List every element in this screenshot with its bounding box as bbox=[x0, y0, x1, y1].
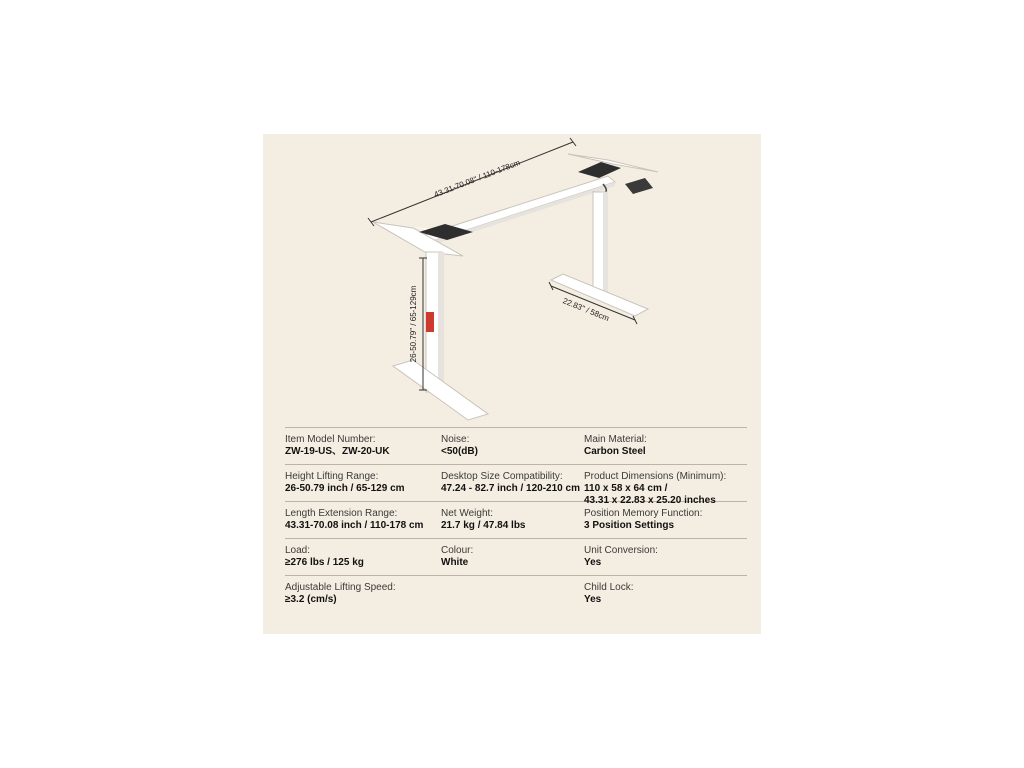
spec-cell bbox=[584, 508, 747, 538]
spec-row bbox=[285, 427, 747, 464]
spec-label: Colour: bbox=[441, 545, 474, 556]
spec-label: Position Memory Function: bbox=[584, 508, 703, 519]
leg-label bbox=[426, 312, 434, 332]
spec-cell bbox=[584, 434, 747, 464]
spec-row bbox=[285, 464, 747, 506]
control-panel bbox=[625, 178, 653, 194]
spec-row bbox=[285, 575, 747, 612]
spec-label: Noise: bbox=[441, 434, 470, 445]
height-dimension-label: 26-50.79" / 65-129cm bbox=[409, 285, 418, 363]
spec-label: Load: bbox=[285, 545, 311, 556]
spec-value-line2: 43.31 x 22.83 x 25.20 inches bbox=[584, 495, 716, 506]
spec-cell bbox=[441, 545, 584, 575]
spec-cell bbox=[441, 582, 584, 612]
spec-table bbox=[285, 427, 747, 612]
depth-dimension-label: 22.83" / 58cm bbox=[561, 296, 611, 324]
spec-cell bbox=[285, 545, 441, 575]
spec-value: ZW-19-US、ZW-20-UK bbox=[285, 446, 390, 457]
spec-cell bbox=[441, 471, 584, 501]
spec-cell bbox=[285, 434, 441, 464]
spec-label: Net Weight: bbox=[441, 508, 494, 519]
width-dimension-label: 43.31-70.08" / 110-178cm bbox=[432, 158, 522, 200]
spec-row bbox=[285, 538, 747, 575]
spec-label: Item Model Number: bbox=[285, 434, 376, 445]
spec-value: <50(dB) bbox=[441, 446, 478, 457]
product-spec-card bbox=[263, 134, 761, 634]
spec-label: Height Lifting Range: bbox=[285, 471, 379, 482]
spec-cell bbox=[584, 545, 747, 575]
spec-label: Length Extension Range: bbox=[285, 508, 398, 519]
spec-cell bbox=[584, 471, 747, 506]
spec-value: 21.7 kg / 47.84 lbs bbox=[441, 520, 526, 531]
spec-value: 26-50.79 inch / 65-129 cm bbox=[285, 483, 405, 494]
spec-cell bbox=[285, 582, 441, 612]
spec-value: 3 Position Settings bbox=[584, 520, 675, 531]
spec-value: 43.31-70.08 inch / 110-178 cm bbox=[285, 520, 424, 531]
spec-cell bbox=[441, 508, 584, 538]
spec-value: 110 x 58 x 64 cm / bbox=[584, 483, 668, 494]
spec-cell bbox=[441, 434, 584, 464]
spec-value: 47.24 - 82.7 inch / 120-210 cm bbox=[441, 483, 580, 494]
spec-cell bbox=[285, 471, 441, 501]
spec-value: Yes bbox=[584, 594, 602, 605]
spec-value: ≥3.2 (cm/s) bbox=[285, 594, 337, 605]
spec-label: Adjustable Lifting Speed: bbox=[285, 582, 396, 593]
spec-value: Yes bbox=[584, 557, 602, 568]
spec-value: White bbox=[441, 557, 469, 568]
spec-label: Child Lock: bbox=[584, 582, 634, 593]
desk-frame-diagram bbox=[263, 134, 761, 424]
spec-label: Desktop Size Compatibility: bbox=[441, 471, 563, 482]
spec-cell bbox=[285, 508, 441, 538]
spec-cell bbox=[584, 582, 747, 612]
spec-label: Unit Conversion: bbox=[584, 545, 658, 556]
spec-label: Main Material: bbox=[584, 434, 647, 445]
spec-value: ≥276 lbs / 125 kg bbox=[285, 557, 364, 568]
spec-value: Carbon Steel bbox=[584, 446, 646, 457]
spec-label: Product Dimensions (Minimum): bbox=[584, 471, 727, 482]
